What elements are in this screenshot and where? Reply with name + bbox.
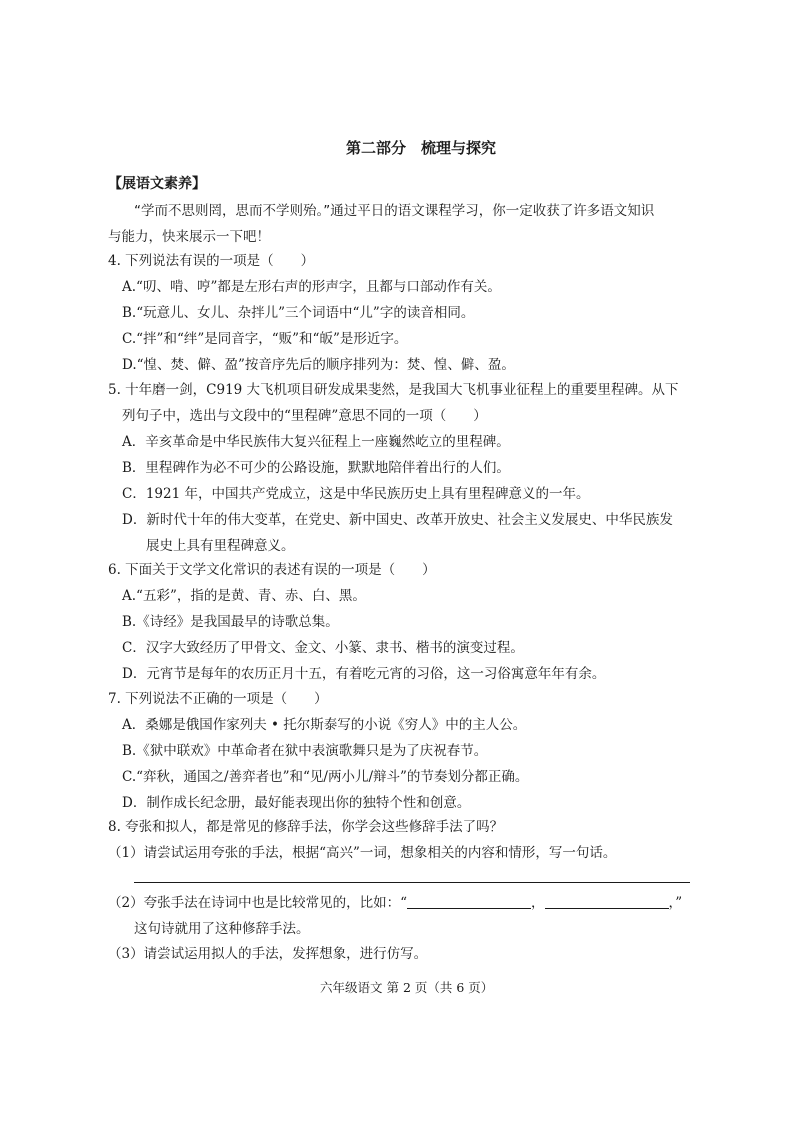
part-title: 第二部分 梳理与探究 xyxy=(346,139,497,157)
q8-part-2-text: （2）夸张手法在诗词中也是比较常见的，比如：“ xyxy=(108,895,407,911)
section-heading: 【展语文素养】 xyxy=(108,176,206,192)
q6-option-b: B.《诗经》是我国最早的诗歌总集。 xyxy=(122,614,339,630)
q4-option-a: A.“叨、啃、哼”都是左形右声的形声字，且都与口部动作有关。 xyxy=(122,279,501,295)
q6-option-a: A.“五彩”，指的是黄、青、赤、白、黑。 xyxy=(122,588,366,604)
q5-option-a: A．辛亥革命是中华民族伟大复兴征程上一座巍然屹立的里程碑。 xyxy=(122,434,510,450)
q8-part-2 xyxy=(108,894,682,912)
q4-stem: 4. 下列说法有误的一项是（ ） xyxy=(108,253,315,269)
page-footer: 六年级语文 第 2 页（共 6 页） xyxy=(320,980,494,995)
q7-stem: 7. 下列说法不正确的一项是（ ） xyxy=(108,691,328,707)
q6-stem: 6. 下面关于文学文化常识的表述有误的一项是（ ） xyxy=(108,562,436,578)
q8-part-2-line-2: 这句诗就用了这种修辞手法。 xyxy=(134,921,310,937)
q8-part-1: （1）请尝试运用夸张的手法，根据“高兴”一词，想象相关的内容和情形，写一句话。 xyxy=(108,845,617,861)
q8-part-1-answer-line[interactable] xyxy=(134,882,690,883)
intro-line-1: “学而不思则罔，思而不学则殆。”通过平日的语文课程学习，你一定收获了许多语文知识 xyxy=(134,203,655,219)
q7-option-c: C.“弈秋，通国之/善弈者也”和“见/两小儿/辩斗”的节奏划分都正确。 xyxy=(122,769,529,785)
intro-line-2: 与能力，快来展示一下吧！ xyxy=(108,229,270,245)
q5-option-b: B．里程碑作为必不可少的公路设施，默默地陪伴着出行的人们。 xyxy=(122,460,510,476)
q4-option-c: C.“拌”和“绊”是同音字，“贩”和“皈”是形近字。 xyxy=(122,331,408,347)
q5-stem-line-1: 5. 十年磨一剑，C919 大飞机项目研发成果斐然，是我国大飞机事业征程上的重要里程碑。从下 xyxy=(108,382,679,398)
q7-option-a: A．桑娜是俄国作家列夫 • 托尔斯泰写的小说《穷人》中的主人公。 xyxy=(122,717,527,733)
q7-option-d: D．制作成长纪念册，最好能表现出你的独特个性和创意。 xyxy=(122,795,471,811)
q6-option-d: D．元宵节是每年的农历正月十五，有着吃元宵的习俗，这一习俗寓意年年有余。 xyxy=(122,666,606,682)
q4-option-d: D.“惶、焚、僻、盈”按音序先后的顺序排列为：焚、惶、僻、盈。 xyxy=(122,357,515,373)
q5-option-c: C．1921 年，中国共产党成立，这是中华民族历史上具有里程碑意义的一年。 xyxy=(122,486,590,502)
q8-part-2-close: ，” xyxy=(668,895,683,911)
q5-stem-line-2: 列句子中，选出与文段中的“里程碑”意思不同的一项（ ） xyxy=(122,408,487,424)
q7-option-b: B.《狱中联欢》中革命者在狱中表演歌舞只是为了庆祝春节。 xyxy=(122,743,488,759)
q5-option-d-line-1: D．新时代十年的伟大变革，在党史、新中国史、改革开放史、社会主义发展史、中华民族发 xyxy=(122,512,673,528)
q8-part-2-comma: ， xyxy=(531,895,545,911)
q5-option-d-line-2: 展史上具有里程碑意义。 xyxy=(146,538,295,554)
q8-part-3: （3）请尝试运用拟人的手法，发挥想象，进行仿写。 xyxy=(108,946,428,962)
q6-option-c: C．汉字大致经历了甲骨文、金文、小篆、隶书、楷书的演变过程。 xyxy=(122,640,524,656)
q8-part-2-blank-2[interactable] xyxy=(545,894,669,909)
q8-part-2-blank-1[interactable] xyxy=(407,894,531,909)
q4-option-b: B.“玩意儿、女儿、杂拌儿”三个词语中“儿”字的读音相同。 xyxy=(122,305,475,321)
q8-stem: 8. 夸张和拟人，都是常见的修辞手法，你学会这些修辞手法了吗？ xyxy=(108,819,504,835)
